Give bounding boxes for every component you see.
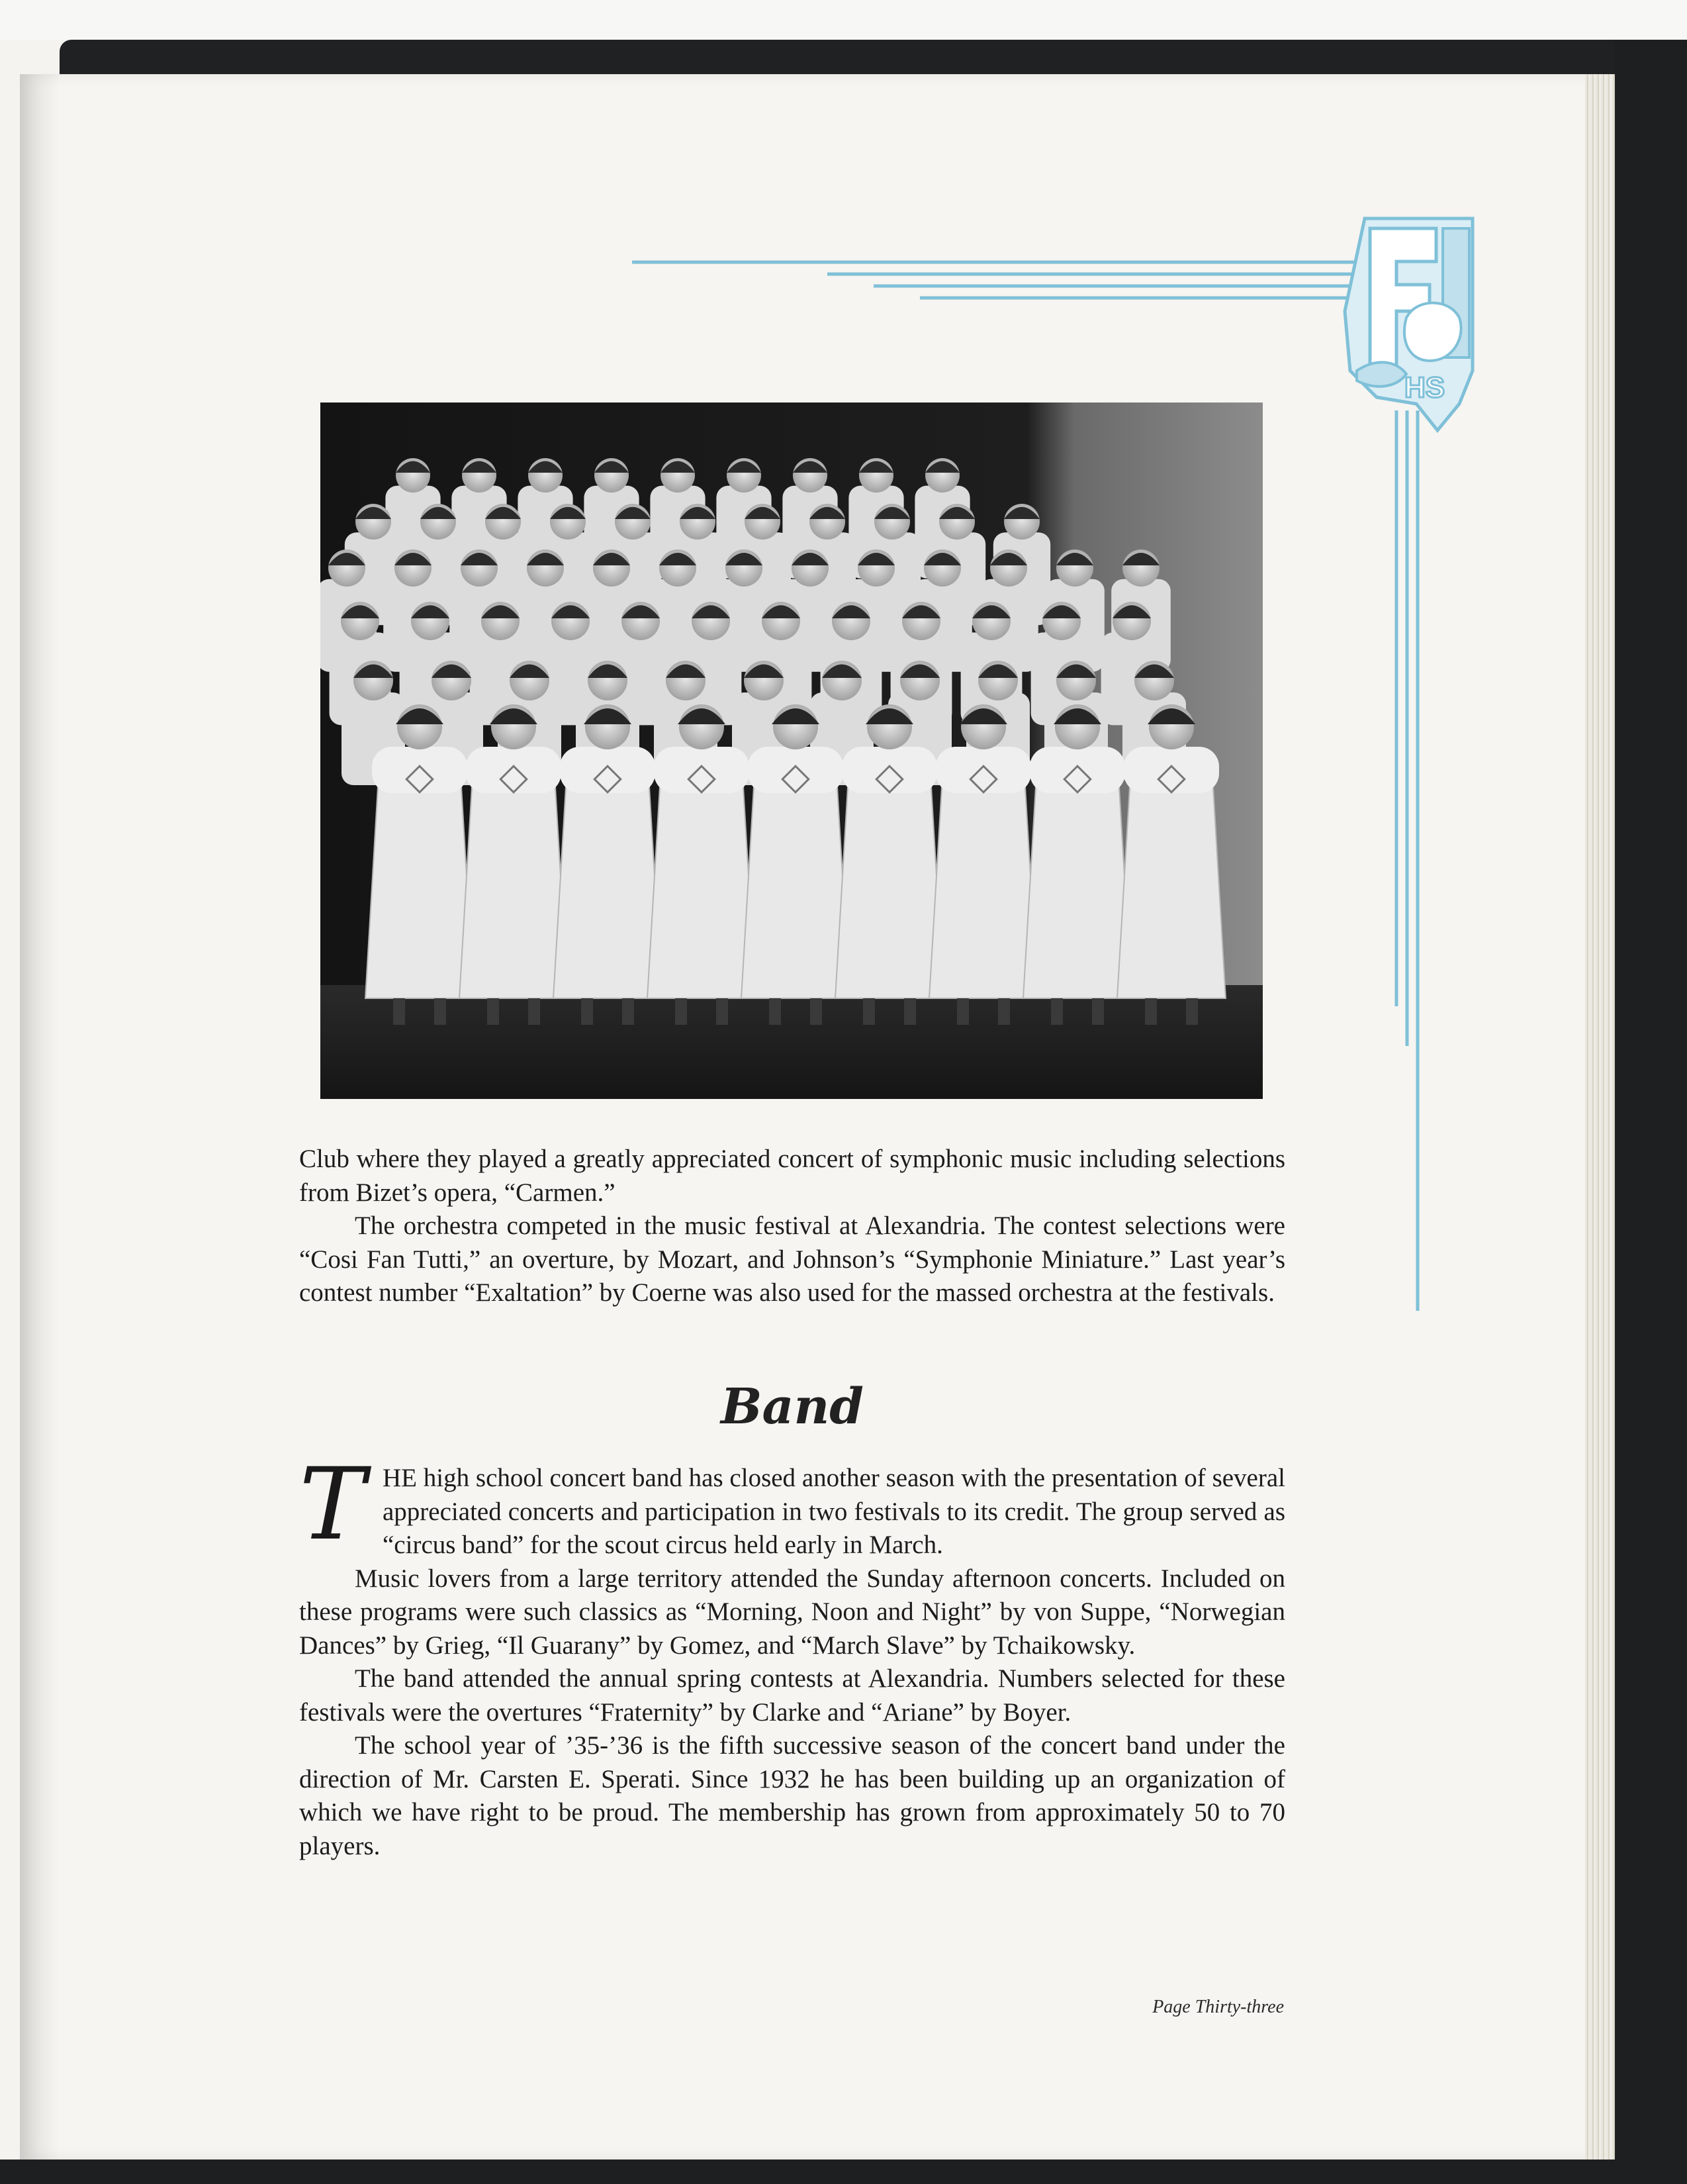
band-paragraph-1 xyxy=(299,1447,1285,1562)
orchestra-paragraph-2: The orchestra competed in the music festival at Alexandria. The contest selections were “Cosi Fan Tutti,” an overture, by Mozart, and Johnson’s “Symphonie Miniature.” Last year’s contest number “Exaltation” by Coerne was also used for the massed orchestra at the festivals. xyxy=(299,1211,1285,1307)
band-paragraph-1-text: HE high school concert band has closed another season with the presentation of several appreciated concerts and participation in two festivals to its credit. The group served as “circus band” for the scout circus held early in March. xyxy=(383,1464,1285,1559)
drop-cap: T xyxy=(299,1447,366,1562)
section-heading-band: Band xyxy=(720,1378,864,1435)
binding-bottom xyxy=(0,2160,1687,2184)
band-paragraph-3: The band attended the annual spring contests at Alexandria. Numbers selected for these festivals were the overtures “Fraternity” by Clarke and “Ariane” by Boyer. xyxy=(299,1664,1285,1727)
page-number: Page Thirty-three xyxy=(1152,1997,1284,2017)
band-paragraph-2: Music lovers from a large territory attended the Sunday afternoon concerts. Included on these programs were such classics as “Morning, Noon and Night” by von Suppe, “Norwegian Dances” by Grieg, “Il Guarany” by Gomez, and “March Slave” by Tchaikowsky. xyxy=(299,1564,1285,1660)
page-edges xyxy=(1585,74,1615,2160)
cover-top xyxy=(0,0,1687,40)
choir-group-photo xyxy=(320,403,1263,1099)
band-text xyxy=(299,1447,1285,1863)
orchestra-paragraph-1: Club where they played a greatly appreciated concert of symphonic music including selections from Bizet’s opera, “Carmen.” xyxy=(299,1145,1285,1207)
page-gutter-shadow xyxy=(20,74,60,2160)
band-paragraph-4: The school year of ’35-’36 is the fifth successive season of the concert band under the direction of Mr. Carsten E. Sperati. Since 1932 he has been building up an organization of which we have right to be proud. The membership has grown from approximately 50 to 70 players. xyxy=(299,1731,1285,1860)
orchestra-text xyxy=(299,1143,1285,1310)
emblem-letters: HS xyxy=(1404,371,1445,404)
binding-right xyxy=(1615,40,1687,2184)
